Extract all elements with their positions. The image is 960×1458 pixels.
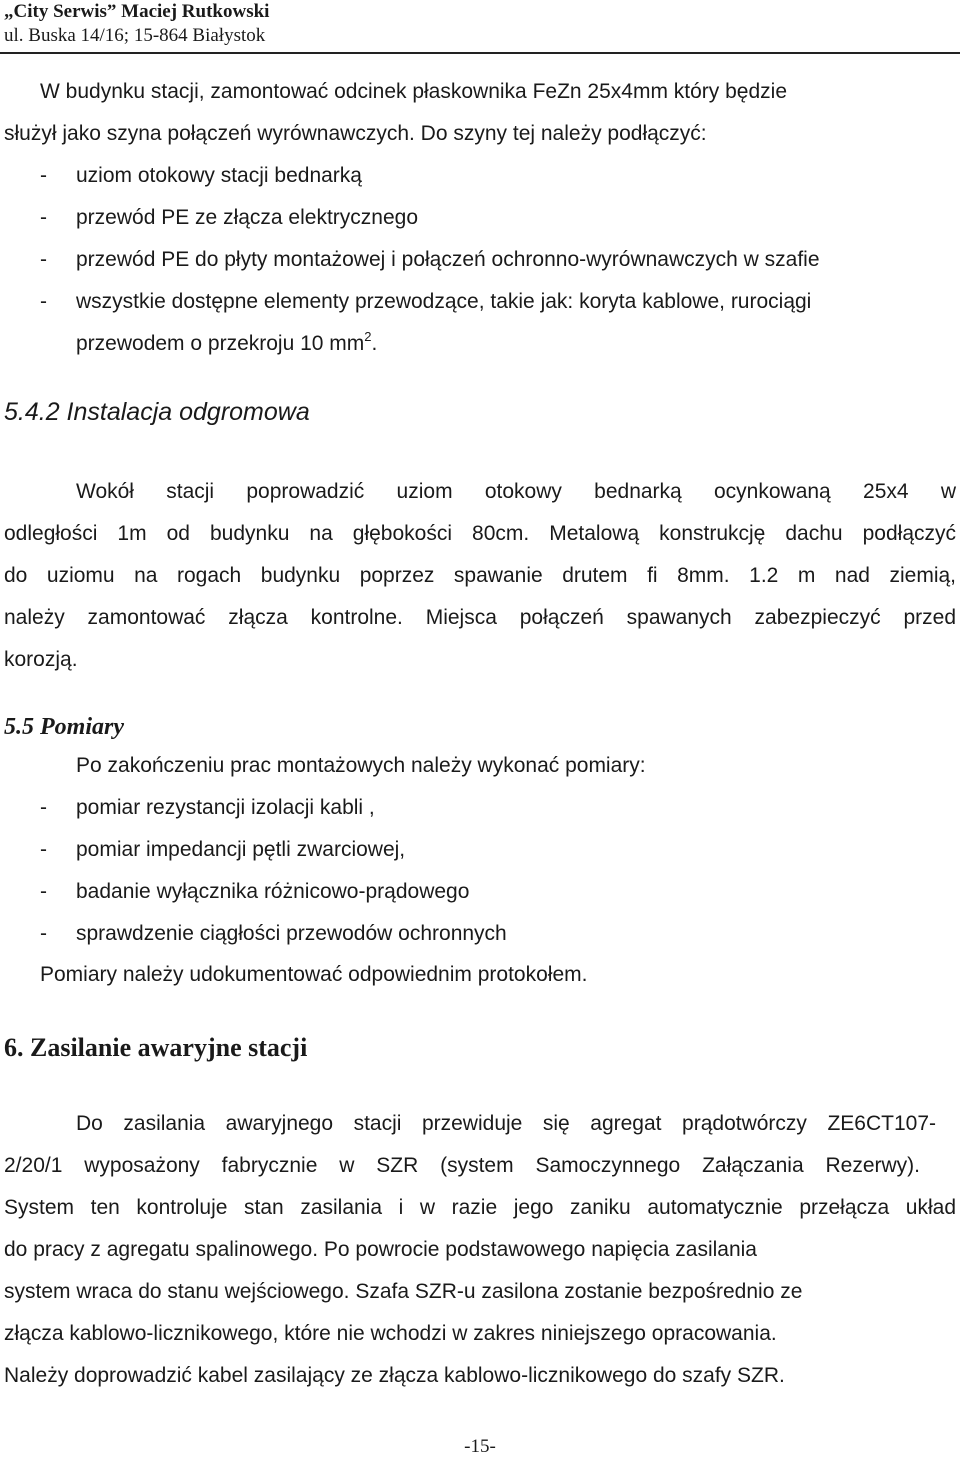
- list-item: wszystkie dostępne elementy przewodzące, takie jak: koryta kablowe, rurociągi: [76, 290, 812, 313]
- list-item: pomiar impedancji pętli zwarciowej,: [76, 838, 406, 861]
- list-dash: -: [40, 248, 47, 271]
- list-item-continuation: [76, 329, 378, 356]
- list-item: przewód PE do płyty montażowej i połączeń ochronno-wyrównawczych w szafie: [76, 248, 820, 271]
- list-dash: -: [40, 164, 47, 187]
- emergency-line-4: do pracy z agregatu spalinowego. Po powrocie podstawowego napięcia zasilania: [4, 1238, 757, 1261]
- bonding-paragraph-line-1: W budynku stacji, zamontować odcinek płaskownika FeZn 25x4mm który będzie: [40, 80, 787, 103]
- emergency-line-2: 2/20/1 wyposażony fabrycznie w SZR (system Samoczynnego Załączania Rezerwy).: [4, 1154, 920, 1177]
- period: .: [371, 332, 378, 355]
- list-item: badanie wyłącznika różnicowo-prądowego: [76, 880, 470, 903]
- list-item: uziom otokowy stacji bednarką: [76, 164, 362, 187]
- list-dash: -: [40, 922, 47, 945]
- emergency-line-5: system wraca do stanu wejściowego. Szafa SZR-u zasilona zostanie bezpośrednio ze: [4, 1280, 803, 1303]
- page-header: [4, 0, 269, 48]
- section-heading-lightning: 5.4.2 Instalacja odgromowa: [4, 398, 310, 426]
- measurements-closing: Pomiary należy udokumentować odpowiednim protokołem.: [40, 963, 588, 986]
- bonding-paragraph-line-2: służył jako szyna połączeń wyrównawczych. Do szyny tej należy podłączyć:: [4, 122, 707, 145]
- emergency-line-3: System ten kontroluje stan zasilania i w razie jego zaniku automatycznie przełącza układ: [4, 1196, 956, 1219]
- section-heading-emergency-power: 6. Zasilanie awaryjne stacji: [4, 1033, 308, 1062]
- emergency-line-1: Do zasilania awaryjnego stacji przewiduje się agregat prądotwórczy ZE6CT107-: [76, 1112, 936, 1135]
- header-divider: [0, 52, 960, 54]
- company-name: „City Serwis” Maciej Rutkowski: [4, 1, 270, 22]
- lightning-line-1: Wokół stacji poprowadzić uziom otokowy bednarką ocynkowaną 25x4 w: [76, 480, 956, 503]
- list-dash: -: [40, 290, 47, 313]
- measurements-intro: Po zakończeniu prac montażowych należy wykonać pomiary:: [76, 754, 646, 777]
- company-address: ul. Buska 14/16; 15-864 Białystok: [4, 25, 266, 46]
- cross-section-text: przewodem o przekroju 10 mm: [76, 332, 365, 355]
- list-item: pomiar rezystancji izolacji kabli ,: [76, 796, 375, 819]
- emergency-line-6: złącza kablowo-licznikowego, które nie wchodzi w zakres niniejszego opracowania.: [4, 1322, 777, 1345]
- list-dash: -: [40, 838, 47, 861]
- list-dash: -: [40, 206, 47, 229]
- list-item: przewód PE ze złącza elektrycznego: [76, 206, 418, 229]
- page-number: -15-: [464, 1436, 496, 1457]
- list-dash: -: [40, 880, 47, 903]
- superscript: 2: [364, 329, 372, 344]
- section-heading-measurements: 5.5 Pomiary: [4, 714, 124, 740]
- list-dash: -: [40, 796, 47, 819]
- list-item: sprawdzenie ciągłości przewodów ochronnych: [76, 922, 507, 945]
- lightning-line-3: do uziomu na rogach budynku poprzez spawanie drutem fi 8mm. 1.2 m nad ziemią,: [4, 564, 956, 587]
- lightning-line-4: należy zamontować złącza kontrolne. Miejsca połączeń spawanych zabezpieczyć przed: [4, 606, 956, 629]
- lightning-line-2: odległości 1m od budynku na głębokości 80cm. Metalową konstrukcję dachu podłączyć: [4, 522, 956, 545]
- emergency-line-7: Należy doprowadzić kabel zasilający ze złącza kablowo-licznikowego do szafy SZR.: [4, 1364, 785, 1387]
- lightning-line-5: korozją.: [4, 648, 78, 671]
